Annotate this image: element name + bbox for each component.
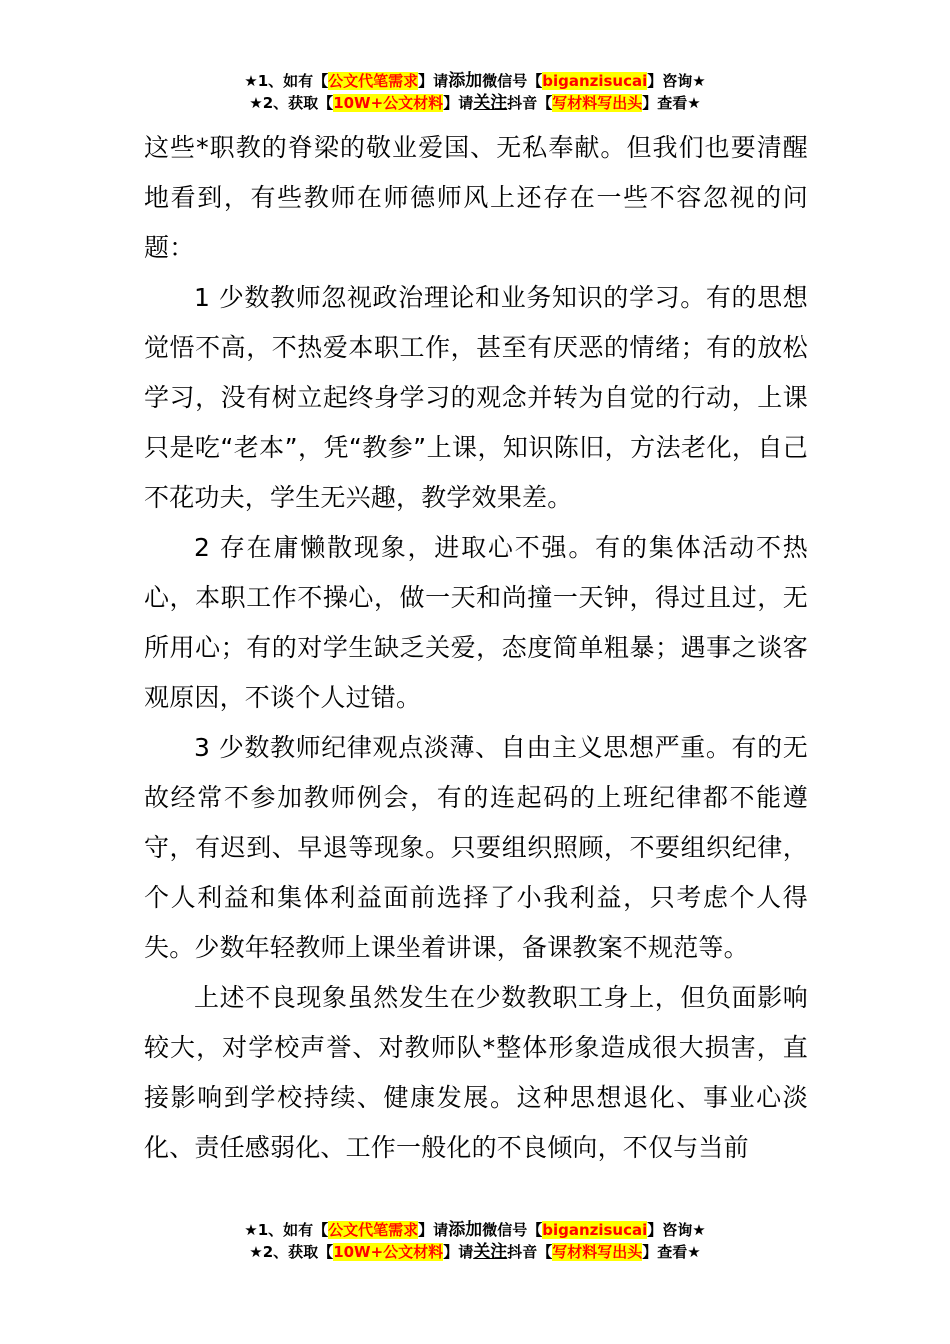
douyin-account-highlight: 写材料写出头	[552, 94, 643, 112]
ghostwriting-service-highlight: 公文代笔需求	[328, 72, 419, 90]
body-paragraph-point-3: 3 少数教师纪律观点淡薄、自由主义思想严重。有的无故经常不参加教师例会，有的连起码的上班纪律都不能遵守，有迟到、早退等现象。只要组织照顾，不要组织纪律，个人利益和集体利益面前选择了小我利益，只考虑个人得失。少数年轻教师上课坐着讲课，备课教案不规范等。	[144, 733, 808, 962]
douyin-account-highlight: 写材料写出头	[552, 1243, 643, 1261]
header-banner-line-2: ★2、获取【10W+公文材料】请关注抖音【写材料写出头】查看★	[249, 93, 701, 113]
header-banner	[0, 70, 950, 114]
wechat-id-highlight: biganzisucai	[542, 72, 648, 90]
document-body	[144, 123, 808, 1173]
header-banner-line-1: ★1、如有【公文代笔需求】请添加微信号【biganzisucai】咨询★	[244, 71, 706, 91]
body-paragraph-point-2: 2 存在庸懒散现象，进取心不强。有的集体活动不热心，本职工作不操心，做一天和尚撞一天钟，得过且过，无所用心；有的对学生缺乏关爱，态度简单粗暴；遇事之谈客观原因，不谈个人过错。	[144, 533, 808, 712]
body-paragraph-point-1: 1 少数教师忽视政治理论和业务知识的学习。有的思想觉悟不高，不热爱本职工作，甚至有厌恶的情绪；有的放松学习，没有树立起终身学习的观念并转为自觉的行动，上课只是吃“老本”，凭“教参”上课，知识陈旧，方法老化，自己不花功夫，学生无兴趣，教学效果差。	[144, 283, 808, 512]
body-paragraph-summary: 上述不良现象虽然发生在少数教职工身上，但负面影响较大，对学校声誉、对教师队*整体形象造成很大损害，直接影响到学校持续、健康发展。这种思想退化、事业心淡化、责任感弱化、工作一般化的不良倾向，不仅与当前	[144, 983, 808, 1162]
wechat-id-highlight: biganzisucai	[542, 1221, 648, 1239]
materials-highlight: 10W+公文材料	[333, 94, 444, 112]
footer-banner	[0, 1219, 950, 1263]
materials-highlight: 10W+公文材料	[333, 1243, 444, 1261]
footer-banner-line-1: ★1、如有【公文代笔需求】请添加微信号【biganzisucai】咨询★	[244, 1220, 706, 1240]
body-paragraph-intro: 这些*职教的脊梁的敬业爱国、无私奉献。但我们也要清醒地看到，有些教师在师德师风上还存在一些不容忽视的问题：	[144, 133, 808, 262]
footer-banner-line-2: ★2、获取【10W+公文材料】请关注抖音【写材料写出头】查看★	[249, 1242, 701, 1262]
ghostwriting-service-highlight: 公文代笔需求	[328, 1221, 419, 1239]
